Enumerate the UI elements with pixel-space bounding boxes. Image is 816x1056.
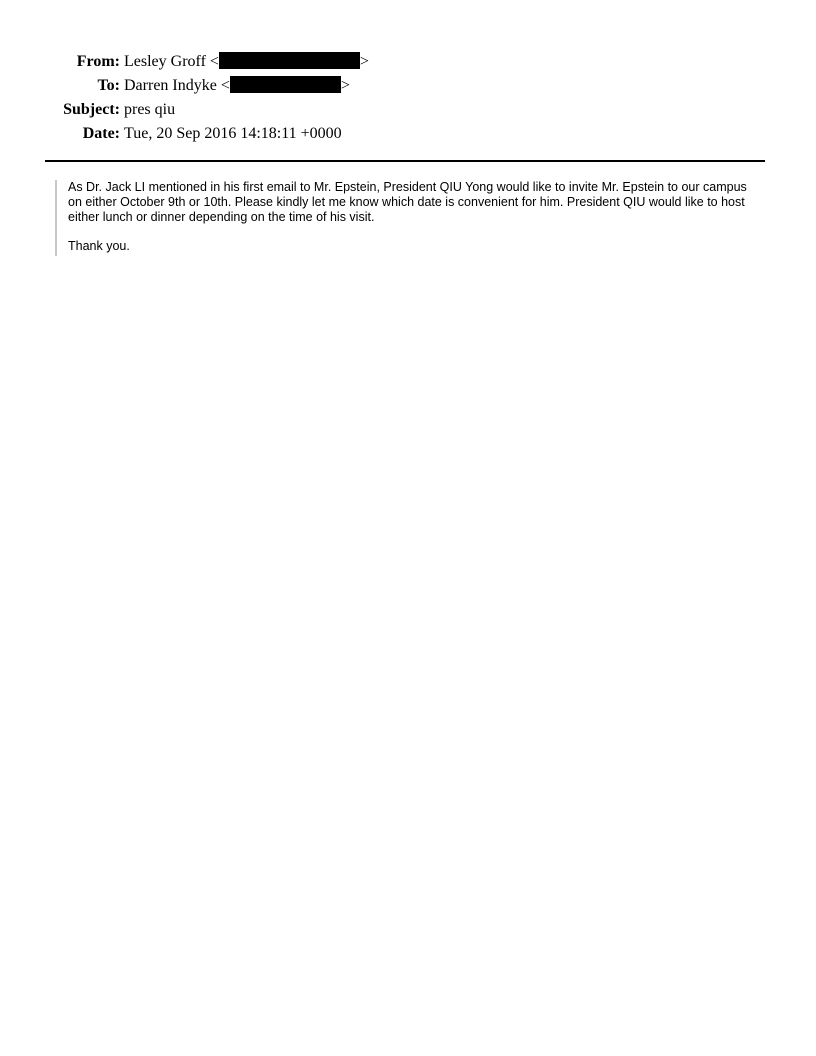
subject-label: Subject: xyxy=(63,101,120,118)
from-close: > xyxy=(359,53,369,70)
date-value: Tue, 20 Sep 2016 14:18:11 +0000 xyxy=(124,125,342,142)
to-label: To: xyxy=(97,77,120,94)
from-name: Lesley Groff < xyxy=(124,53,219,70)
from-label: From: xyxy=(76,53,120,70)
redaction-block xyxy=(230,76,341,93)
date-label: Date: xyxy=(82,125,120,142)
to-close: > xyxy=(340,77,350,94)
subject-value: pres qiu xyxy=(124,101,176,118)
to-value xyxy=(124,76,350,96)
email-header xyxy=(0,52,816,148)
body-paragraph: As Dr. Jack LI mentioned in his first email to Mr. Epstein, President QIU Yong would like to invite Mr. Epstein to our campus on either October 9th or 10th. Please kindly let me know which date is convenient for him. President QIU would like to host either lunch or dinner depending on the time of his visit. xyxy=(68,180,747,224)
date-row xyxy=(0,124,816,148)
message-body xyxy=(55,180,758,256)
redaction-block xyxy=(219,52,360,69)
subject-row xyxy=(0,100,816,124)
from-row xyxy=(0,52,816,76)
to-name: Darren Indyke < xyxy=(124,77,230,94)
to-row xyxy=(0,76,816,100)
header-divider xyxy=(45,160,765,162)
from-value xyxy=(124,52,369,72)
body-closing: Thank you. xyxy=(68,239,130,253)
